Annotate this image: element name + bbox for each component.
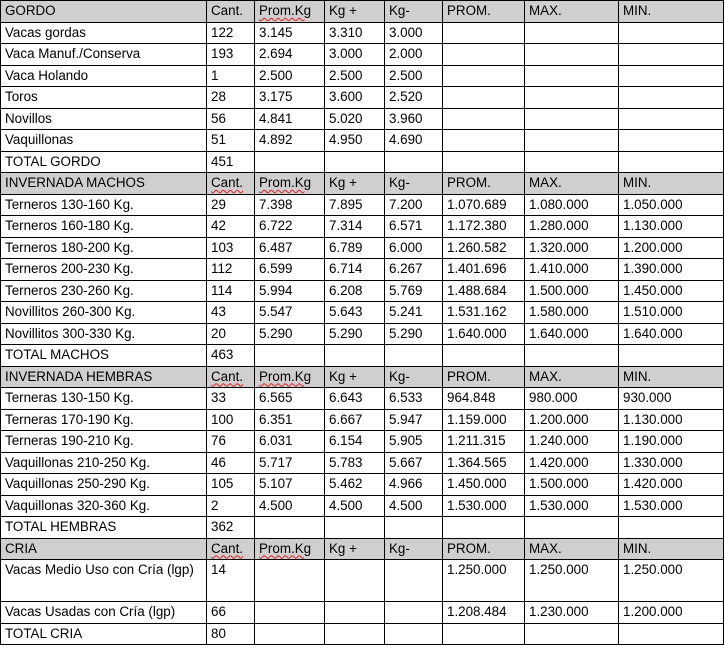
col-header-max: MAX. [525, 538, 619, 560]
table-row: Vaquillonas 210-250 Kg. 46 5.717 5.783 5.667 1.364.565 1.420.000 1.330.000 [1, 452, 724, 474]
table-row: Vaca Manuf./Conserva 193 2.694 3.000 2.000 [1, 44, 724, 66]
section-invernada-hembras [1, 366, 724, 538]
col-header-max: MAX. [525, 366, 619, 388]
table-row: Vacas gordas 122 3.145 3.310 3.000 [1, 22, 724, 44]
col-header-min: MIN. [619, 1, 724, 23]
table-row: Novillos 56 4.841 5.020 3.960 [1, 108, 724, 130]
table-row: Vacas Medio Uso con Cría (lgp) 14 1.250.000 1.250.000 1.250.000 [1, 560, 724, 602]
section-title: GORDO [1, 1, 207, 23]
table-row: Terneros 180-200 Kg. 103 6.487 6.789 6.000 1.260.582 1.320.000 1.200.000 [1, 237, 724, 259]
col-header-prom: PROM. [443, 1, 525, 23]
table-row: Vaquillonas 320-360 Kg. 2 4.500 4.500 4.500 1.530.000 1.530.000 1.530.000 [1, 495, 724, 517]
table-row: Terneros 200-230 Kg. 112 6.599 6.714 6.267 1.401.696 1.410.000 1.390.000 [1, 259, 724, 281]
col-header-prom: PROM. [443, 538, 525, 560]
col-header-cant: Cant. [207, 538, 255, 560]
col-header-promkg: Prom.Kg [255, 538, 325, 560]
col-header-max: MAX. [525, 1, 619, 23]
table-row: Terneras 170-190 Kg. 100 6.351 6.667 5.947 1.159.000 1.200.000 1.130.000 [1, 409, 724, 431]
section-header-row [1, 366, 724, 388]
col-header-min: MIN. [619, 173, 724, 195]
col-header-kg-plus: Kg + [325, 366, 385, 388]
total-row: TOTAL MACHOS 463 [1, 345, 724, 367]
table-row: Terneras 190-210 Kg. 76 6.031 6.154 5.905 1.211.315 1.240.000 1.190.000 [1, 431, 724, 453]
section-invernada-machos [1, 173, 724, 367]
col-header-max: MAX. [525, 173, 619, 195]
table-row: Toros 28 3.175 3.600 2.520 [1, 87, 724, 109]
col-header-promkg: Prom.Kg [255, 1, 325, 23]
section-title: CRIA [1, 538, 207, 560]
col-header-promkg: Prom.Kg [255, 366, 325, 388]
col-header-prom: PROM. [443, 366, 525, 388]
col-header-kg-minus: Kg- [385, 173, 443, 195]
col-header-kg-minus: Kg- [385, 538, 443, 560]
table-row: Terneros 130-160 Kg. 29 7.398 7.895 7.200 1.070.689 1.080.000 1.050.000 [1, 194, 724, 216]
total-row: TOTAL GORDO 451 [1, 151, 724, 173]
col-header-promkg: Prom.Kg [255, 173, 325, 195]
section-title: INVERNADA HEMBRAS [1, 366, 207, 388]
col-header-kg-plus: Kg + [325, 538, 385, 560]
col-header-min: MIN. [619, 538, 724, 560]
col-header-cant: Cant. [207, 173, 255, 195]
section-title: INVERNADA MACHOS [1, 173, 207, 195]
col-header-kg-minus: Kg- [385, 366, 443, 388]
section-cria [1, 538, 724, 645]
section-header-row [1, 1, 724, 23]
table-row: Vaquillonas 51 4.892 4.950 4.690 [1, 130, 724, 152]
table-row: Terneros 230-260 Kg. 114 5.994 6.208 5.769 1.488.684 1.500.000 1.450.000 [1, 280, 724, 302]
table-row: Terneras 130-150 Kg. 33 6.565 6.643 6.533 964.848 980.000 930.000 [1, 388, 724, 410]
section-header-row [1, 538, 724, 560]
table-row: Terneros 160-180 Kg. 42 6.722 7.314 6.571 1.172.380 1.280.000 1.130.000 [1, 216, 724, 238]
col-header-kg-plus: Kg + [325, 1, 385, 23]
table-row: Vaca Holando 1 2.500 2.500 2.500 [1, 65, 724, 87]
col-header-kg-plus: Kg + [325, 173, 385, 195]
section-gordo [1, 1, 724, 173]
table-row: Novillitos 300-330 Kg. 20 5.290 5.290 5.290 1.640.000 1.640.000 1.640.000 [1, 323, 724, 345]
col-header-min: MIN. [619, 366, 724, 388]
total-row: TOTAL CRIA 80 [1, 623, 724, 645]
col-header-cant: Cant. [207, 366, 255, 388]
col-header-cant: Cant. [207, 1, 255, 23]
table-row: Vaquillonas 250-290 Kg. 105 5.107 5.462 4.966 1.450.000 1.500.000 1.420.000 [1, 474, 724, 496]
section-header-row [1, 173, 724, 195]
col-header-kg-minus: Kg- [385, 1, 443, 23]
table-row: Vacas Usadas con Cría (lgp) 66 1.208.484 1.230.000 1.200.000 [1, 602, 724, 624]
table-row: Novillitos 260-300 Kg. 43 5.547 5.643 5.241 1.531.162 1.580.000 1.510.000 [1, 302, 724, 324]
total-row: TOTAL HEMBRAS 362 [1, 517, 724, 539]
col-header-prom: PROM. [443, 173, 525, 195]
